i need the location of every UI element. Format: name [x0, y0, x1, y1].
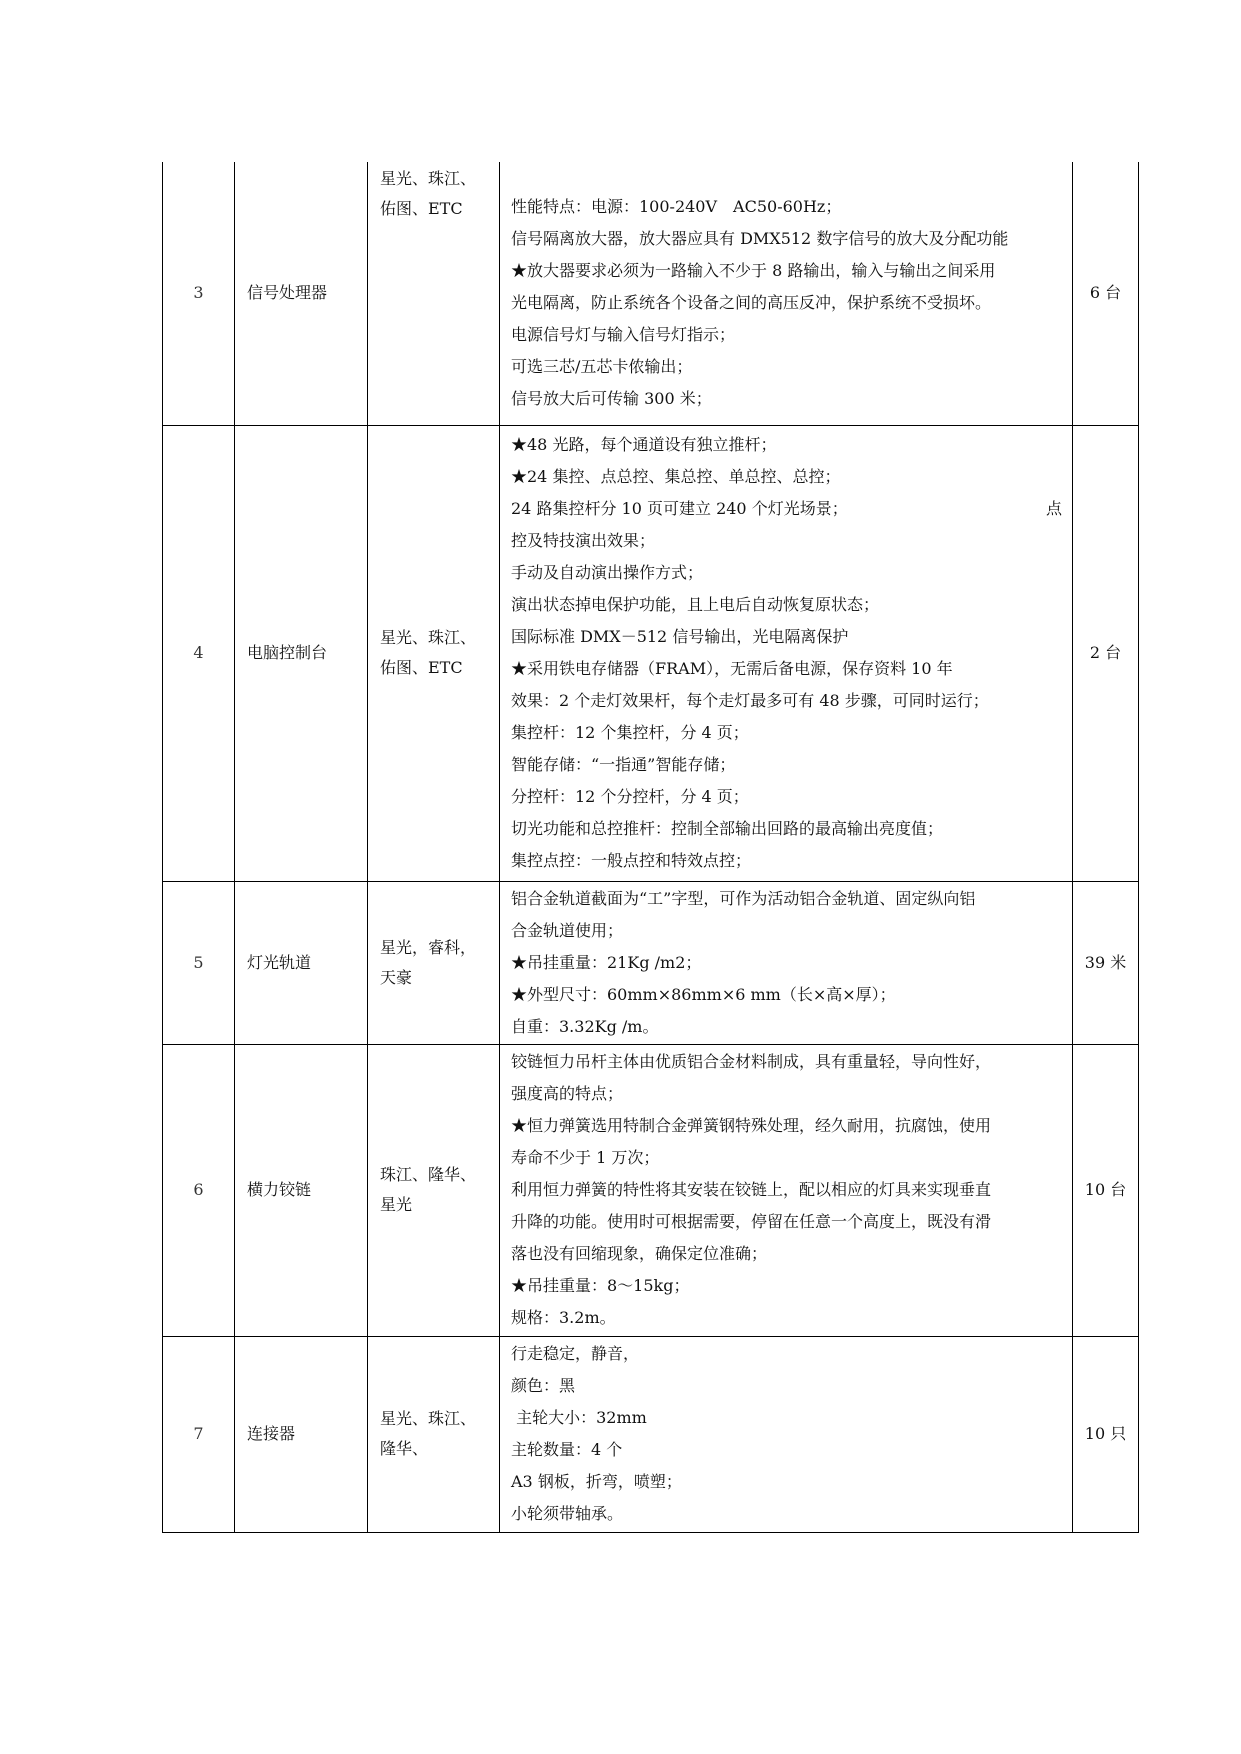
- brand-cell: [368, 1336, 500, 1532]
- table-row: [163, 162, 1139, 425]
- spec-line-text: 24 路集控杆分 10 页可建立 240 个灯光场景；: [511, 499, 848, 518]
- brand-cell: [368, 881, 500, 1044]
- spec-line: 小轮须带轴承。: [511, 1504, 624, 1523]
- spec-line: 铰链恒力吊杆主体由优质铝合金材料制成，具有重量轻，导向性好，: [511, 1052, 992, 1071]
- spec-line: 主轮大小：32mm: [511, 1408, 647, 1427]
- spec-line: 行走稳定，静音，: [511, 1344, 640, 1363]
- spec-line: 切光功能和总控推杆：控制全部输出回路的最高输出亮度值；: [511, 819, 944, 838]
- row-number: 4: [163, 425, 235, 881]
- spec-line: ★采用铁电存储器（FRAM），无需后备电源，保存资料 10 年: [511, 659, 953, 678]
- spec-line: 性能特点：电源：100-240V AC50-60Hz；: [511, 197, 842, 217]
- brand-cell: [368, 1044, 500, 1336]
- spec-line: 利用恒力弹簧的特性将其安装在铰链上，配以相应的灯具来实现垂直: [511, 1180, 992, 1199]
- row-number: 5: [163, 881, 235, 1044]
- spec-line: 寿命不少于 1 万次；: [511, 1148, 660, 1167]
- spec-line: 演出状态掉电保护功能，且上电后自动恢复原状态；: [511, 595, 880, 614]
- brand-cell: [368, 425, 500, 881]
- spec-line: 集控点控：一般点控和特效点控；: [511, 851, 752, 870]
- spec-line: ★24 集控、点总控、集总控、单总控、总控；: [511, 467, 841, 486]
- brand-cell: [368, 162, 500, 425]
- spec-line: 合金轨道使用；: [511, 920, 624, 940]
- spec-line: 集控杆：12 个集控杆，分 4 页；: [511, 723, 749, 742]
- spec-line: 控及特技演出效果；: [511, 531, 656, 550]
- spec-line: 手动及自动演出操作方式；: [511, 563, 704, 582]
- brand-text: 星光、珠江、 佑图、ETC: [380, 628, 477, 677]
- item-name: 信号处理器: [235, 162, 368, 425]
- item-name: 横力铰链: [235, 1044, 368, 1336]
- brand-text: 星光、珠江、 隆华、: [380, 1409, 477, 1458]
- spec-line: 颜色：黑: [511, 1376, 576, 1395]
- spec-line: 信号隔离放大器，放大器应具有 DMX512 数字信号的放大及分配功能: [511, 229, 1009, 249]
- item-name: 连接器: [235, 1336, 368, 1532]
- quantity: 39 米: [1073, 881, 1139, 1044]
- row-number: 7: [163, 1336, 235, 1532]
- spec-line: 智能存储：“一指通”智能存储；: [511, 755, 736, 774]
- row-number: 3: [163, 162, 235, 425]
- quantity: 10 台: [1073, 1044, 1139, 1336]
- spec-line: 光电隔离，防止系统各个设备之间的高压反冲，保护系统不受损坏。: [511, 293, 992, 313]
- quantity: 2 台: [1073, 425, 1139, 881]
- table-row: [163, 1044, 1139, 1336]
- spec-line: ★外型尺寸：60mm×86mm×6 mm（长×高×厚）；: [511, 984, 896, 1004]
- item-name: 灯光轨道: [235, 881, 368, 1044]
- spec-line: 效果：2 个走灯效果杆，每个走灯最多可有 48 步骤，可同时运行；: [511, 691, 989, 710]
- spec-line: 强度高的特点；: [511, 1084, 624, 1103]
- spec-cell: [500, 162, 1073, 425]
- spec-line: 规格：3.2m。: [511, 1308, 616, 1327]
- table-row: [163, 1336, 1139, 1532]
- spec-cell: [500, 1044, 1073, 1336]
- spec-line: 分控杆：12 个分控杆，分 4 页；: [511, 787, 749, 806]
- spec-line: 自重：3.32Kg /m。: [511, 1016, 659, 1036]
- quantity: 6 台: [1073, 162, 1139, 425]
- table-row: [163, 425, 1139, 881]
- spec-line-fragment: 点: [1045, 499, 1062, 518]
- spec-line: ★吊挂重量：8～15kg；: [511, 1276, 690, 1295]
- spec-line: ★恒力弹簧选用特制合金弹簧钢特殊处理，经久耐用，抗腐蚀，使用: [511, 1116, 992, 1135]
- spec-cell: [500, 1336, 1073, 1532]
- spec-line: 铝合金轨道截面为“工”字型，可作为活动铝合金轨道、固定纵向铝: [511, 888, 976, 908]
- spec-line: 落也没有回缩现象，确保定位准确；: [511, 1244, 768, 1263]
- spec-line: 信号放大后可传输 300 米；: [511, 389, 712, 409]
- spec-cell: [500, 425, 1073, 881]
- spec-line: 升降的功能。使用时可根据需要，停留在任意一个高度上，既没有滑: [511, 1212, 992, 1231]
- spec-line: ★放大器要求必须为一路输入不少于 8 路输出，输入与输出之间采用: [511, 261, 996, 281]
- spec-line: [511, 493, 1066, 525]
- item-name: 电脑控制台: [235, 425, 368, 881]
- spec-line: ★吊挂重量：21Kg /m2；: [511, 952, 702, 972]
- spec-line: 可选三芯/五芯卡侬输出；: [511, 357, 693, 377]
- brand-text: 珠江、隆华、 星光: [380, 1165, 477, 1214]
- equipment-spec-table: [162, 162, 1139, 1533]
- spec-line: 国际标准 DMX－512 信号输出，光电隔离保护: [511, 627, 849, 646]
- brand-text: 星光，睿科， 天豪: [380, 937, 477, 987]
- row-number: 6: [163, 1044, 235, 1336]
- spec-line: 电源信号灯与输入信号灯指示；: [511, 325, 736, 345]
- spec-cell: [500, 881, 1073, 1044]
- quantity: 10 只: [1073, 1336, 1139, 1532]
- spec-line: A3 钢板，折弯，喷塑；: [511, 1472, 682, 1491]
- spec-line: ★48 光路，每个通道设有独立推杆；: [511, 435, 777, 454]
- spec-line: 主轮数量：4 个: [511, 1440, 623, 1459]
- table-row: [163, 881, 1139, 1044]
- brand-text: 星光、珠江、 佑图、ETC: [380, 169, 477, 218]
